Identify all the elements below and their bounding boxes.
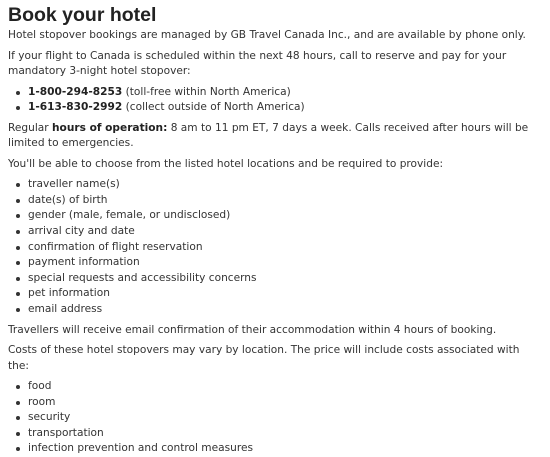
list-item	[16, 410, 542, 426]
list-item	[16, 271, 542, 287]
bullet-icon	[16, 432, 20, 436]
list-item-text: traveller name(s)	[28, 178, 120, 191]
hours-paragraph	[8, 121, 542, 152]
list-item-text: confirmation of flight reservation	[28, 240, 203, 253]
list-item	[16, 240, 542, 256]
bullet-icon	[16, 447, 20, 451]
bullet-icon	[16, 91, 20, 95]
phone-note: (toll-free within North America)	[122, 85, 291, 98]
provide-list	[8, 177, 542, 317]
phone-item-collect	[16, 100, 542, 116]
list-item	[16, 426, 542, 442]
bullet-icon	[16, 261, 20, 265]
list-item-text: payment information	[28, 256, 140, 269]
list-item	[16, 177, 542, 193]
list-item	[16, 193, 542, 209]
costs-intro-paragraph: Costs of these hotel stopovers may vary by location. The price will include costs associated with the:	[8, 344, 520, 372]
bullet-icon	[16, 385, 20, 389]
bullet-icon	[16, 230, 20, 234]
list-item	[16, 441, 542, 457]
list-item	[16, 255, 542, 271]
list-item	[16, 302, 542, 318]
list-item	[16, 208, 542, 224]
list-item-text: gender (male, female, or undisclosed)	[28, 209, 231, 222]
bullet-icon	[16, 183, 20, 187]
bullet-icon	[16, 214, 20, 218]
phone-item-tollfree	[16, 85, 542, 101]
list-item-text: email address	[28, 302, 103, 315]
bullet-icon	[16, 416, 20, 420]
intro-paragraph: Hotel stopover bookings are managed by GB Travel Canada Inc., and are available by phone only.	[8, 29, 526, 41]
hours-prefix: Regular	[8, 121, 52, 134]
list-item-text: pet information	[28, 287, 110, 300]
flight-notice-paragraph: If your flight to Canada is scheduled within the next 48 hours, call to reserve and pay for your mandatory 3-night hotel stopover:	[8, 49, 507, 77]
bullet-icon	[16, 246, 20, 250]
bullet-icon	[16, 401, 20, 405]
list-item-text: security	[28, 411, 71, 424]
list-item	[16, 224, 542, 240]
hours-label: hours of operation:	[52, 121, 168, 134]
bullet-icon	[16, 199, 20, 203]
list-item-text: infection prevention and control measures	[28, 442, 254, 455]
list-item-text: special requests and accessibility concerns	[28, 271, 257, 284]
confirmation-paragraph: Travellers will receive email confirmation of their accommodation within 4 hours of booking.	[8, 323, 497, 336]
bullet-icon	[16, 308, 20, 312]
list-item	[16, 286, 542, 302]
cost-list	[8, 379, 542, 457]
phone-note: (collect outside of North America)	[122, 101, 305, 114]
list-item-text: transportation	[28, 426, 104, 439]
list-item-text: arrival city and date	[28, 224, 135, 237]
list-item-text: food	[28, 380, 52, 393]
list-item-text: room	[28, 395, 56, 408]
page-title: Book your hotel	[8, 4, 157, 26]
phone-number[interactable]: 1-800-294-8253	[28, 85, 123, 98]
bullet-icon	[16, 106, 20, 110]
list-item	[16, 379, 542, 395]
hours-text: 8 am to 11 pm ET, 7 days a week. Calls received after hours will be limited to emergencies.	[8, 121, 529, 150]
list-item-text: date(s) of birth	[28, 193, 108, 206]
phone-list	[8, 85, 542, 116]
bullet-icon	[16, 292, 20, 296]
list-item	[16, 395, 542, 411]
bullet-icon	[16, 277, 20, 281]
provide-intro-paragraph: You'll be able to choose from the listed hotel locations and be required to provide:	[8, 157, 444, 170]
phone-number[interactable]: 1-613-830-2992	[28, 101, 123, 114]
